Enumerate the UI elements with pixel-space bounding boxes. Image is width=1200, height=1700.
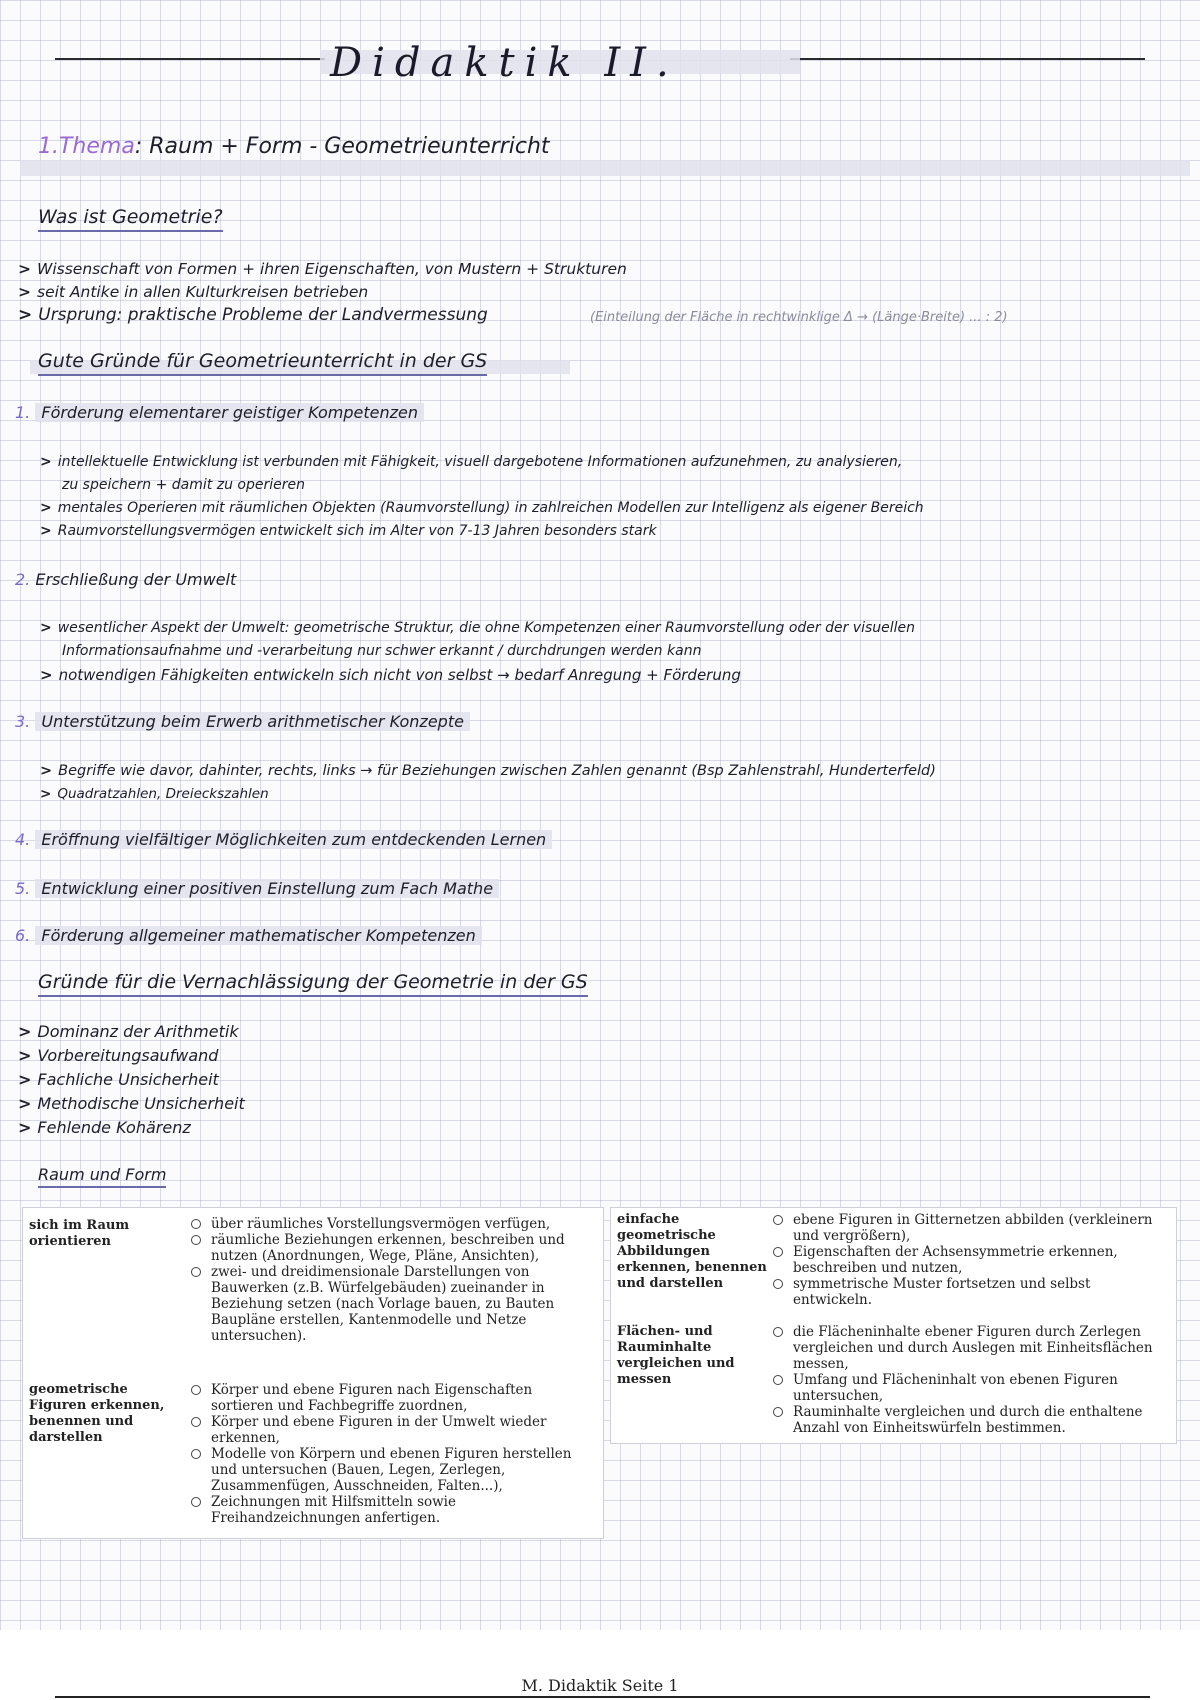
reason-3-item-1: > Begriffe wie davor, dahinter, rechts, links → für Beziehungen zwischen Zahlen genannt (Bsp Zahlenstrahl, Hunderterfeld) [40, 763, 936, 779]
neglect-item-3: > Fachliche Unsicherheit [18, 1070, 219, 1089]
reason-2-item-3: > notwendigen Fähigkeiten entwickeln sich nicht von selbst → bedarf Anregung + Förderung [40, 666, 741, 684]
what-note: (Einteilung der Fläche in rechtwinklige Δ → (Länge·Breite) ... : 2) [590, 310, 1008, 325]
what-item-1: > Wissenschaft von Formen + ihren Eigenschaften, von Mustern + Strukturen [18, 260, 627, 278]
list-item: über räumliches Vorstellungsvermögen verfügen, [189, 1216, 589, 1232]
reason-5-title: 5. Entwicklung einer positiven Einstellung zum Fach Mathe [15, 879, 499, 898]
reason-3-title: 3. Unterstützung beim Erwerb arithmetischer Konzepte [15, 712, 470, 731]
competency-label: Flächen- und Rauminhalte vergleichen und messen [617, 1324, 735, 1387]
page-footer: M. Didaktik Seite 1 [521, 1676, 679, 1695]
heading-neglect: Gründe für die Vernachlässigung der Geometrie in der GS [38, 971, 588, 997]
list-item: Eigenschaften der Achsensymmetrie erkennen, beschreiben und nutzen, [771, 1244, 1166, 1276]
topic-line: 1.Thema: Raum + Form - Geometrieunterricht [38, 134, 550, 159]
neglect-item-4: > Methodische Unsicherheit [18, 1094, 245, 1113]
reason-1-title: 1. Förderung elementarer geistiger Kompetenzen [15, 403, 424, 422]
neglect-item-5: > Fehlende Kohärenz [18, 1118, 191, 1137]
topic-highlight [20, 160, 1190, 176]
list-item: symmetrische Muster fortsetzen und selbst entwickeln. [771, 1276, 1166, 1308]
list-item: Körper und ebene Figuren in der Umwelt wieder erkennen, [189, 1414, 589, 1446]
competency-list [189, 1216, 589, 1344]
heading-what-is-geometry: Was ist Geometrie? [38, 206, 223, 232]
footer-rule [55, 1696, 1150, 1698]
topic-number: 1.Thema [38, 134, 135, 159]
competency-label: einfache geometrische Abbildungen erkennen, benennen und darstellen [617, 1212, 767, 1291]
reason-3-item-2: > Quadratzahlen, Dreieckszahlen [40, 786, 269, 802]
list-item: ebene Figuren in Gitternetzen abbilden (verkleinern und vergrößern), [771, 1212, 1166, 1244]
competency-label: geometrische Figuren erkennen, benennen und darstellen [29, 1382, 165, 1445]
list-item: Umfang und Flächeninhalt von ebenen Figuren untersuchen, [771, 1372, 1166, 1404]
reason-1-item-1: > intellektuelle Entwicklung ist verbunden mit Fähigkeit, visuell dargebotene Informationen aufzunehmen, zu analysieren, [40, 454, 903, 470]
reason-2-item-1: > wesentlicher Aspekt der Umwelt: geometrische Struktur, die ohne Kompetenzen einer Raumvorstellung oder der visuellen [40, 620, 916, 636]
competency-table-left [22, 1207, 604, 1539]
competency-list [771, 1324, 1166, 1436]
list-item: Körper und ebene Figuren nach Eigenschaften sortieren und Fachbegriffe zuordnen, [189, 1382, 589, 1414]
list-item: Rauminhalte vergleichen und durch die enthaltene Anzahl von Einheitswürfeln bestimmen. [771, 1404, 1166, 1436]
heading-good-reasons: Gute Gründe für Geometrieunterricht in der GS [38, 350, 487, 376]
neglect-item-2: > Vorbereitungsaufwand [18, 1046, 219, 1065]
competency-table-right [610, 1207, 1177, 1444]
what-item-2: > seit Antike in allen Kulturkreisen betrieben [18, 283, 369, 301]
list-item: zwei- und dreidimensionale Darstellungen von Bauwerken (z.B. Würfelgebäuden) zueinander in Beziehung setzen (nach Vorlage bauen, zu Bauten Baupläne erstellen, Kantenmodelle und Netze untersuchen). [189, 1264, 589, 1344]
what-item-3: > Ursprung: praktische Probleme der Landvermessung [18, 305, 488, 325]
neglect-item-1: > Dominanz der Arithmetik [18, 1022, 239, 1041]
reason-1-item-4: > Raumvorstellungsvermögen entwickelt sich im Alter von 7-13 Jahren besonders stark [40, 523, 657, 539]
competency-list [771, 1212, 1166, 1308]
title-rule-left [55, 58, 325, 60]
page-title: Didaktik II. [330, 40, 679, 86]
reason-4-title: 4. Eröffnung vielfältiger Möglichkeiten zum entdeckenden Lernen [15, 830, 552, 849]
reason-6-title: 6. Förderung allgemeiner mathematischer Kompetenzen [15, 926, 482, 945]
list-item: Zeichnungen mit Hilfsmitteln sowie Freihandzeichnungen anfertigen. [189, 1494, 589, 1526]
topic-label: Raum + Form - Geometrieunterricht [149, 134, 550, 159]
competency-label: sich im Raum orientieren [29, 1218, 130, 1249]
heading-raum-und-form: Raum und Form [38, 1165, 166, 1188]
reason-2-title: 2. Erschließung der Umwelt [15, 570, 237, 589]
reason-1-item-2: zu speichern + damit zu operieren [62, 477, 305, 493]
list-item: Modelle von Körpern und ebenen Figuren herstellen und untersuchen (Bauen, Legen, Zerlegen, Zusammenfügen, Ausschneiden, Falten...), [189, 1446, 589, 1494]
competency-list [189, 1382, 589, 1526]
title-rule-right [790, 58, 1145, 60]
reason-2-item-2: Informationsaufnahme und -verarbeitung nur schwer erkannt / durchdrungen werden kann [62, 643, 702, 659]
list-item: räumliche Beziehungen erkennen, beschreiben und nutzen (Anordnungen, Wege, Pläne, Ansichten), [189, 1232, 589, 1264]
list-item: die Flächeninhalte ebener Figuren durch Zerlegen vergleichen und durch Auslegen mit Einheitsflächen messen, [771, 1324, 1166, 1372]
reason-1-item-3: > mentales Operieren mit räumlichen Objekten (Raumvorstellung) in zahlreichen Modellen zur Intelligenz als eigener Bereich [40, 500, 924, 516]
